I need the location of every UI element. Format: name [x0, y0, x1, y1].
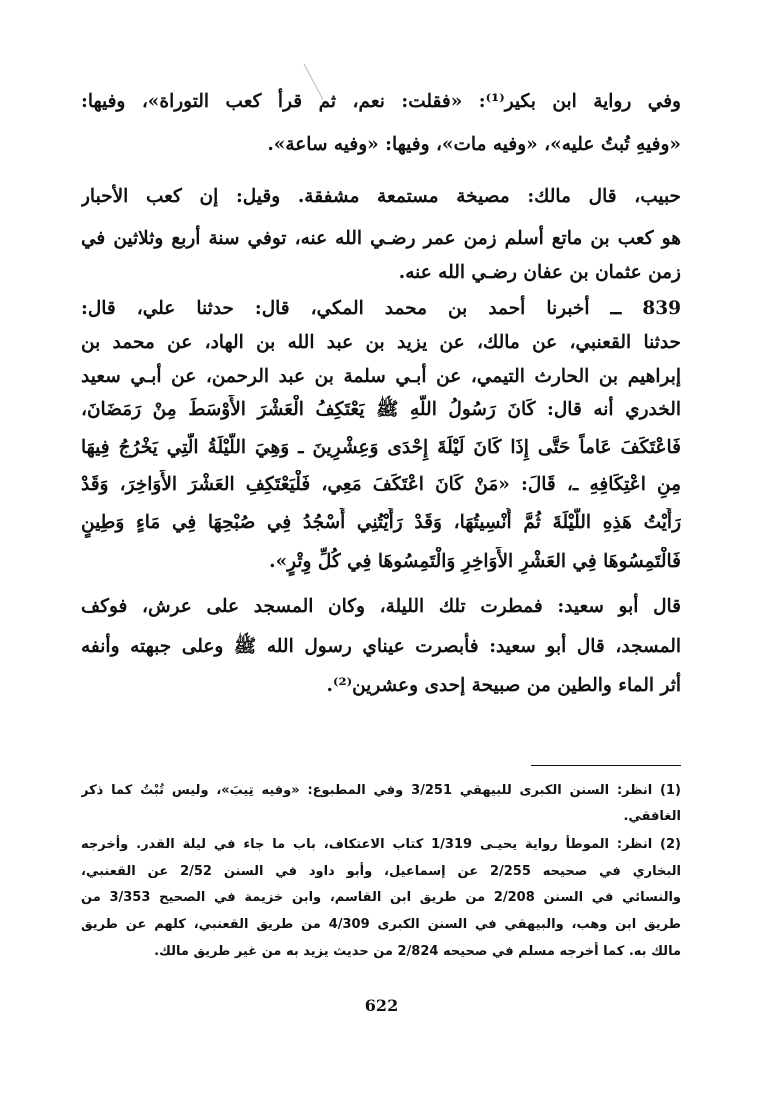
footnote-line: (2) انظر: الموطأ رواية يحيـى 1/319 كتاب الاعتكاف، باب ما جاء في ليلة القدر. وأخرجه: [81, 837, 681, 852]
footnote-line: طريق ابن وهب، والبيهقي في السنن الكبرى 4/309 من طريق القعنبي، كلهم عن طريق: [81, 917, 681, 932]
hadith-text-line: مِنِ اعْتِكَافِهِ ـ، قَالَ: «مَنْ كَانَ اعْتَكَفَ مَعِي، فَلْيَعْتَكِفِ العَشْرَ الأَوَاخِرَ، وَقَدْ: [81, 474, 681, 495]
footnote-line: والنسائي في السنن 2/208 من طريق ابن القاسم، وابن خزيمة في الصحيح 3/353 من: [81, 890, 681, 905]
footnote-line: مالك به. كما أخرجه مسلم في صحيحه 2/824 من حديث يزيد به من غير طريق مالك.: [154, 944, 681, 959]
body-line: «وفيهِ تُبتُ عليه»، «وفيه مات»، وفيها: «وفيه ساعة».: [267, 134, 681, 155]
body-line: حبيب، قال مالك: مصيخة مستمعة مشفقة. وقيل: إن كعب الأحبار: [81, 186, 681, 207]
body-line: قال أبو سعيد: فمطرت تلك الليلة، وكان المسجد على عرش، فوكف: [81, 596, 681, 617]
hadith-text-line: رَأَيْتُ هَذِهِ اللَّيْلَةَ ثُمَّ أُنْسِيتُهَا، وَقَدْ رَأَيْتُنِي أَسْجُدُ فِي صُبْحِهَا فِي مَاءٍ وَطِينٍ: [81, 512, 681, 533]
footnote-line: (1) انظر: السنن الكبرى للبيهقي 3/251 وفي المطبوع: «وفيه تِيبَ»، وليس تُبْتُ كما ذكر: [81, 783, 681, 798]
footnote-separator: [531, 765, 681, 766]
hadith-text-line: فَاعْتَكَفَ عَاماً حَتَّى إِذَا كَانَ لَيْلَةَ إِحْدَى وَعِشْرِينَ ـ وَهِيَ اللَّيْلَةُ الَّتِي يَخْرُجُ فِيهَا: [81, 437, 681, 458]
body-line: زمن عثمان بن عفان رضـي الله عنه.: [398, 262, 681, 283]
body-line: هو كعب بن ماتع أسلم زمن عمر رضـي الله عنه، توفي سنة أربع وثلاثين في: [81, 228, 681, 249]
page-number: 622: [364, 996, 399, 1015]
footnote-line: الغافقي.: [623, 809, 681, 824]
body-line: المسجد، قال أبو سعيد: فأبصرت عيناي رسول الله ﷺ وعلى جبهته وأنفه: [81, 636, 681, 657]
hadith-number-line: 839 ــ أخبرنا أحمد بن محمد المكي، قال: حدثنا علي، قال:: [81, 298, 681, 319]
body-line: أثر الماء والطين من صبيحة إحدى وعشرين⁽²⁾.: [326, 675, 681, 696]
body-line: وفي رواية ابن بكير⁽¹⁾: «فقلت: نعم، ثم قرأ كعب التوراة»، وفيها:: [81, 91, 681, 112]
hadith-text-line: فَالْتَمِسُوهَا فِي العَشْرِ الأَوَاخِرِ وَالْتَمِسُوهَا فِي كُلِّ وِتْرٍ».: [269, 551, 681, 572]
body-line: حدثنا القعنبي، عن مالك، عن يزيد بن عبد الله بن الهاد، عن محمد بن: [81, 332, 681, 353]
hadith-text-line: الخدري أنه قال: كَانَ رَسُولُ اللَّهِ ﷺ يَعْتَكِفُ الْعَشْرَ الأَوْسَطَ مِنْ رَمَضَانَ،: [81, 399, 681, 420]
footnote-line: البخاري في صحيحه 2/255 عن إسماعيل، وأبو داود في السنن 2/52 عن القعنبي،: [81, 864, 681, 879]
body-line: إبراهيم بن الحارث التيمي، عن أبـي سلمة بن عبد الرحمن، عن أبـي سعيد: [81, 366, 681, 387]
